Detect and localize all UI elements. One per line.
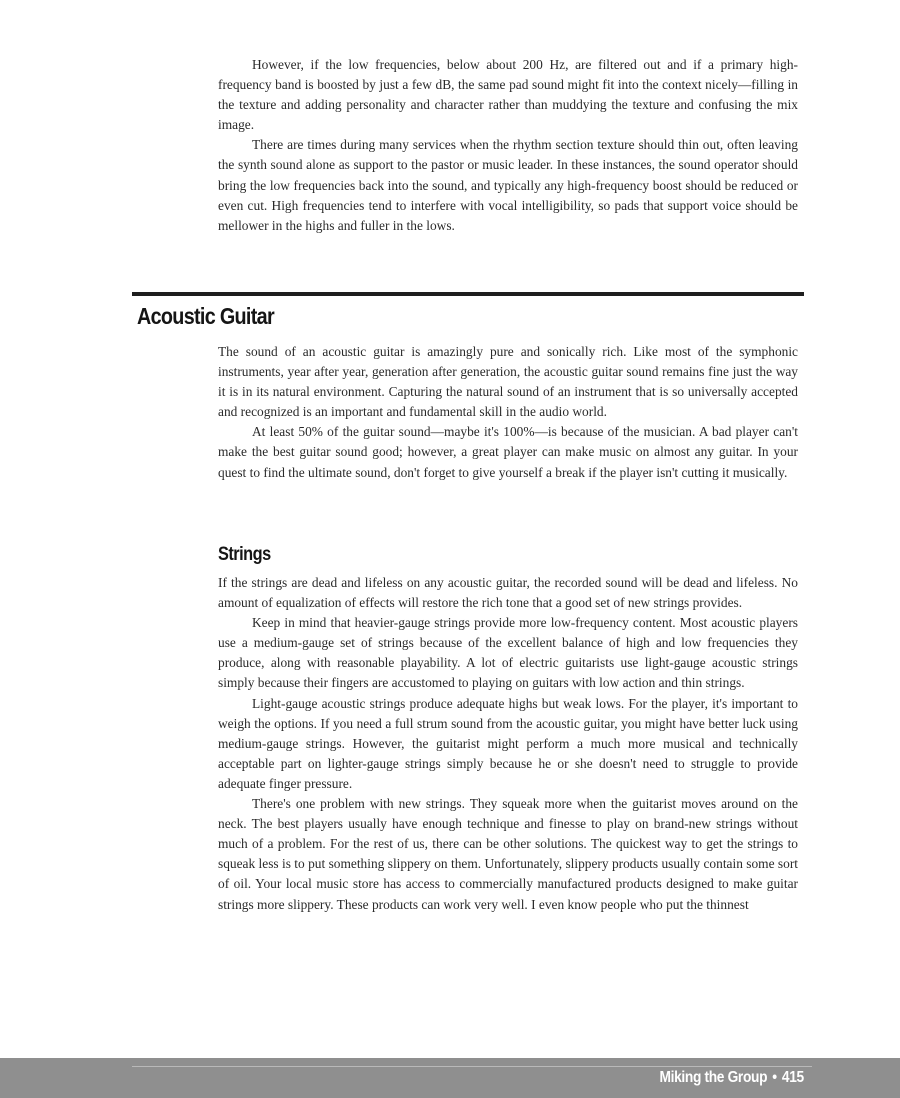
section-divider-rule [132,292,804,296]
body-paragraph: The sound of an acoustic guitar is amazingly pure and sonically rich. Like most of the symphonic instruments, year after year, generation after generation, the acoustic guitar sound remains fine just the way it is in its natural environment. Capturing the natural sound of an instrument that is so universally accepted and recognized is an important and fundamental skill in the audio world. [218,344,798,420]
running-footer [660,1069,804,1087]
footer-rule [132,1066,812,1067]
body-paragraph: If the strings are dead and lifeless on any acoustic guitar, the recorded sound will be dead and lifeless. No amount of equalization of effects will restore the rich tone that a good set of new strings provides. [218,575,798,611]
body-paragraph: There's one problem with new strings. They squeak more when the guitarist moves around on the neck. The best players usually have enough technique and finesse to play on brand-new strings without much of a problem. For the rest of us, there can be other solutions. The quickest way to get the strings to squeak less is to put something slippery on them. Unfortunately, slippery products usually contain some sort of oil. Your local music store has access to commercially manufactured products designed to make guitar strings more slippery. These products can work very well. I even know people who put the thinnest [218,796,798,912]
footer-bullet: • [772,1069,777,1086]
body-paragraph: At least 50% of the guitar sound—maybe it's 100%—is because of the musician. A bad player can't make the best guitar sound good; however, a great player can make music on almost any guitar. In your quest to find the ultimate sound, don't forget to give yourself a break if the player isn't cutting it musically. [218,424,798,480]
section-heading: Acoustic Guitar [137,303,274,329]
body-paragraph: There are times during many services when the rhythm section texture should thin out, often leaving the synth sound alone as support to the pastor or music leader. In these instances, the sound operator should bring the low frequencies back into the sound, and typically any high-frequency boost should be reduced or even cut. High frequencies tend to interfere with vocal intelligibility, so pads that support voice should be mellower in the highs and fuller in the lows. [218,137,798,233]
body-paragraph: Keep in mind that heavier-gauge strings provide more low-frequency content. Most acoustic players use a medium-gauge set of strings because of the excellent balance of high and low frequencies they produce, along with reasonable playability. A lot of electric guitarists use light-gauge acoustic strings simply because their fingers are accustomed to playing on guitars with low action and thin strings. [218,615,798,691]
subsection-heading: Strings [218,544,271,565]
body-paragraph: However, if the low frequencies, below about 200 Hz, are filtered out and if a primary high-frequency band is boosted by just a few dB, the same pad sound might fit into the context nicely—filling in the texture and adding personality and character rather than muddying the texture and confusing the mix image. [218,57,798,133]
intro-text-block [218,55,798,236]
page-number: 415 [782,1069,804,1086]
page-footer [0,1058,900,1098]
body-paragraph: Light-gauge acoustic strings produce adequate highs but weak lows. For the player, it's important to weigh the options. If you need a full strum sound from the acoustic guitar, you might have better luck using medium-gauge strings. However, the guitarist might perform a much more musical and technically acceptable part on lighter-gauge strings simply because he or she doesn't need to struggle to provide adequate finger pressure. [218,695,798,791]
footer-chapter-title: Miking the Group [659,1069,768,1086]
acoustic-guitar-text-block [218,342,798,483]
strings-text-block [218,573,798,915]
